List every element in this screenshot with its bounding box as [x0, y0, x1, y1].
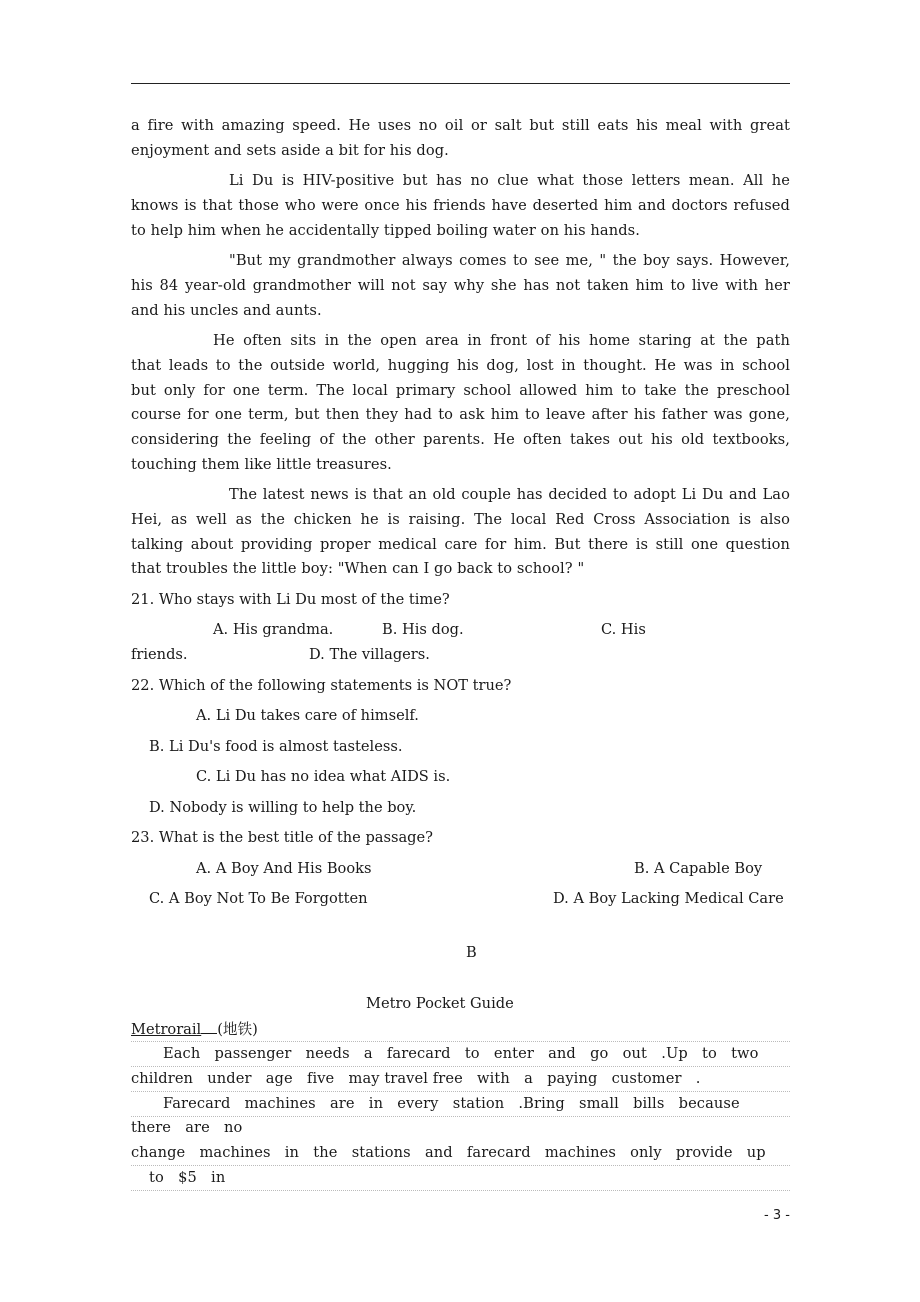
question-21-option-b[interactable]: B. His dog. [382, 621, 464, 638]
question-22-option-a[interactable]: A. Li Du takes care of himself. [196, 707, 419, 724]
question-22-stem: 22. Which of the following statements is NOT true? [131, 677, 512, 694]
metro-line: change machines in the stations and farecard machines only provide up [131, 1144, 766, 1161]
passage-line: a fire with amazing speed. He uses no oil or salt but still eats his meal with great [131, 117, 790, 134]
passage-line: talking about providing proper medical care for him. But there is still one question [131, 536, 790, 553]
passage-line: Li Du is HIV-positive but has no clue what those letters mean. All he [229, 172, 790, 189]
metro-line: to $5 in [149, 1169, 226, 1186]
passage-line: and his uncles and aunts. [131, 302, 322, 319]
passage-line: touching them like little treasures. [131, 456, 392, 473]
passage-line: knows is that those who were once his friends have deserted him and doctors refused [131, 197, 790, 214]
metrorail-heading [131, 1019, 258, 1040]
passage-line: that troubles the little boy: "When can I go back to school? " [131, 560, 585, 577]
question-23-option-c[interactable]: C. A Boy Not To Be Forgotten [149, 890, 368, 907]
passage-line: "But my grandmother always comes to see me, " the boy says. However, [229, 252, 790, 269]
question-23-option-b[interactable]: B. A Capable Boy [634, 860, 763, 877]
question-23-option-a[interactable]: A. A Boy And His Books [196, 860, 372, 877]
question-21-option-c[interactable]: C. His [601, 621, 646, 638]
passage-line: that leads to the outside world, hugging his dog, lost in thought. He was in school [131, 357, 790, 374]
passage-line: He often sits in the open area in front of his home staring at the path [213, 332, 790, 349]
passage-line: but only for one term. The local primary school allowed him to take the preschool [131, 382, 790, 399]
passage-line: his 84 year-old grandmother will not say why she has not taken him to live with her [131, 277, 790, 294]
metro-line: Farecard machines are in every station .Bring small bills because [163, 1095, 740, 1112]
metrorail-cn: (地铁) [217, 1021, 258, 1038]
metro-line: children under age five may travel free with a paying customer . [131, 1070, 701, 1087]
passage-line: considering the feeling of the other parents. He often takes out his old textbooks, [131, 431, 790, 448]
header-rule [131, 83, 790, 84]
section-title: Metro Pocket Guide [366, 995, 514, 1012]
question-21-stem: 21. Who stays with Li Du most of the time? [131, 591, 450, 608]
question-22-option-c[interactable]: C. Li Du has no idea what AIDS is. [196, 768, 451, 785]
page-number: - 3 - [764, 1208, 790, 1223]
heading-underline-gap [201, 1019, 217, 1034]
passage-line: to help him when he accidentally tipped boiling water on his hands. [131, 222, 640, 239]
question-21-option-c-cont[interactable]: friends. [131, 646, 188, 663]
question-21-option-a[interactable]: A. His grandma. [213, 621, 334, 638]
question-23-stem: 23. What is the best title of the passage? [131, 829, 433, 846]
question-21-option-d[interactable]: D. The villagers. [309, 646, 430, 663]
passage-line: enjoyment and sets aside a bit for his dog. [131, 142, 449, 159]
passage-line: The latest news is that an old couple has decided to adopt Li Du and Lao [229, 486, 790, 503]
metro-line: Each passenger needs a farecard to enter and go out .Up to two [163, 1045, 759, 1062]
question-23-option-d[interactable]: D. A Boy Lacking Medical Care [553, 890, 784, 907]
question-22-option-b[interactable]: B. Li Du's food is almost tasteless. [149, 738, 403, 755]
question-22-option-d[interactable]: D. Nobody is willing to help the boy. [149, 799, 417, 816]
passage-line: Hei, as well as the chicken he is raising. The local Red Cross Association is also [131, 511, 790, 528]
metro-line: there are no [131, 1119, 243, 1136]
passage-line: course for one term, but then they had to ask him to leave after his father was gone, [131, 406, 790, 423]
section-label: B [466, 944, 477, 961]
metrorail-heading-text: Metrorail [131, 1021, 202, 1038]
